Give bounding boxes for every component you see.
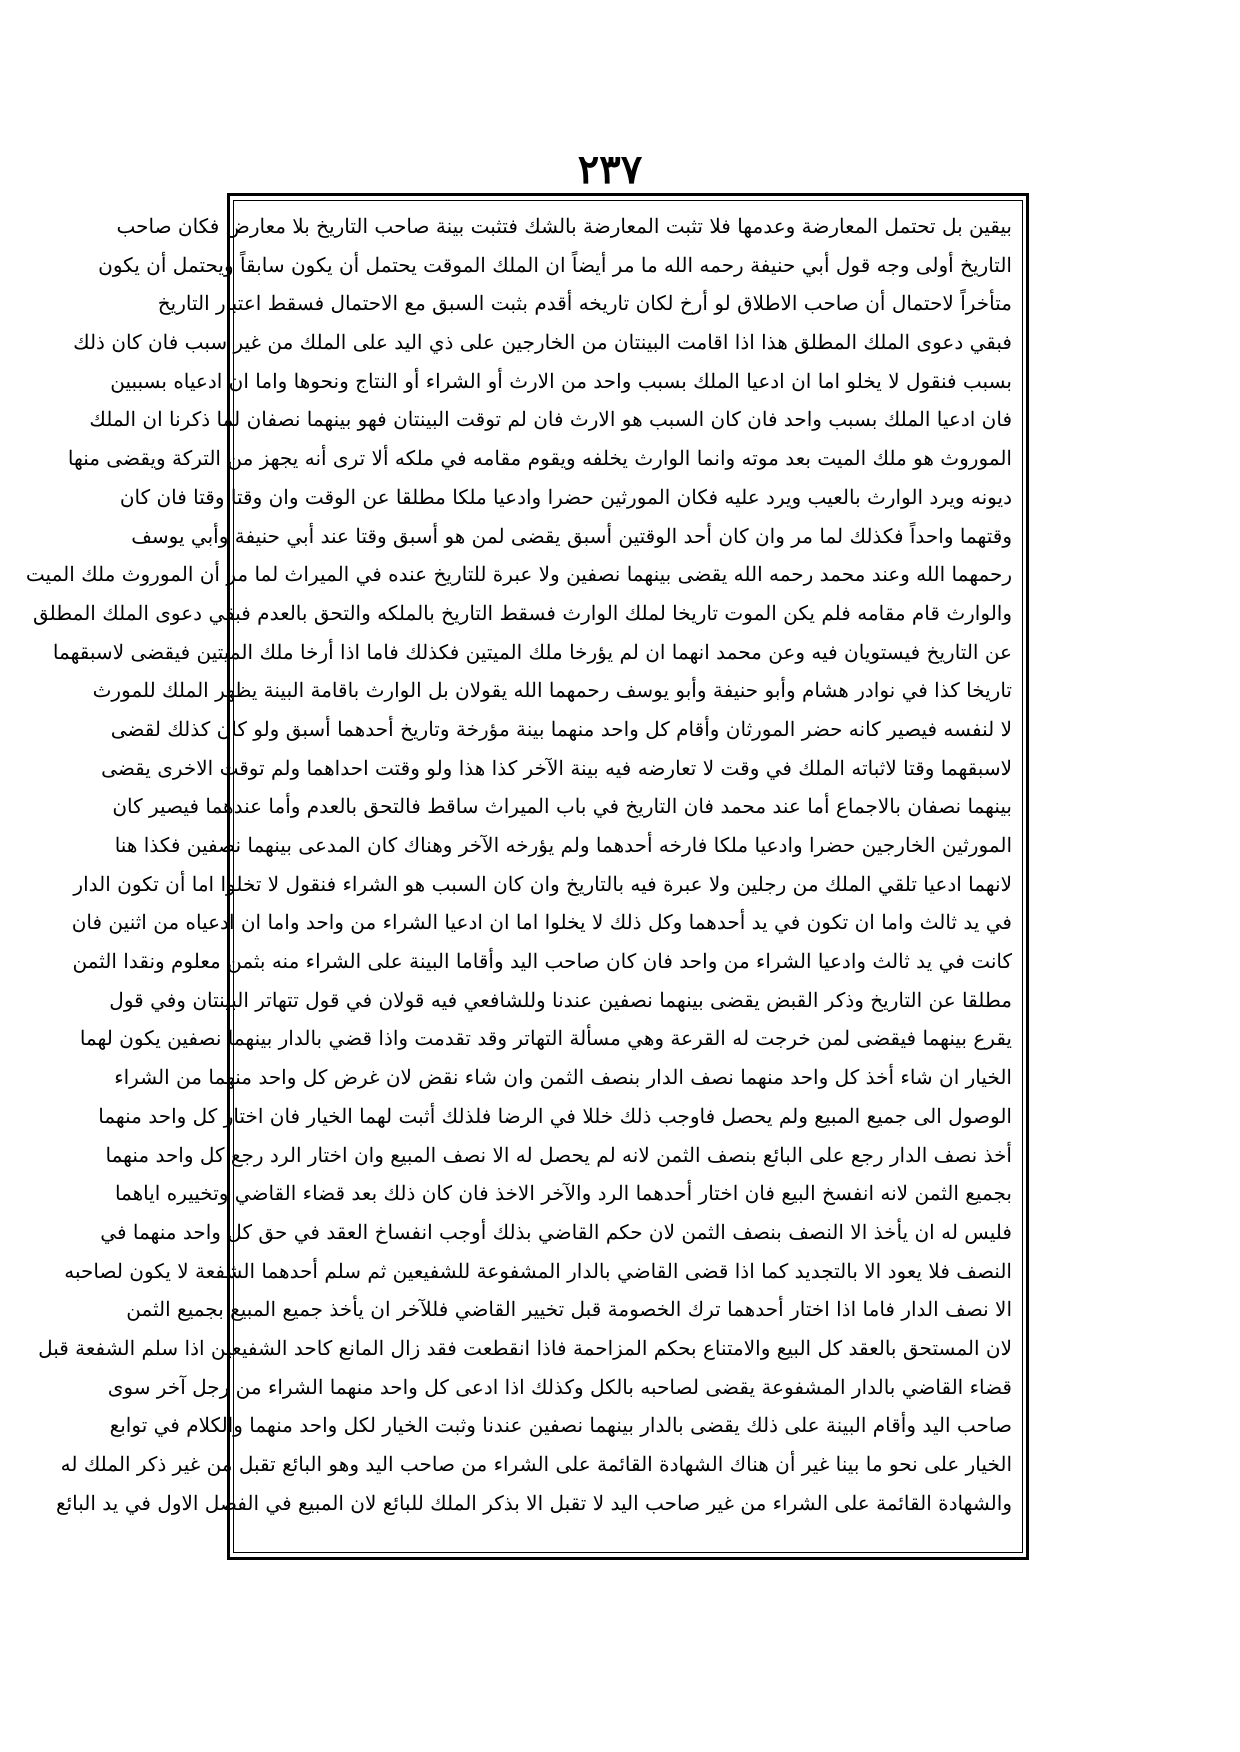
text-line: متأخراً لاحتمال أن صاحب الاطلاق لو أرخ لكان تاريخه أقدم بثبت السبق مع الاحتمال فسقط اعتبار التاريخ — [157, 291, 1012, 316]
text-line: لا لنفسه فيصير كانه حضر المورثان وأقام كل واحد منهما بينة مؤرخة وتاريخ أحدهما أسبق ولو كان كذلك لقضى — [110, 716, 1012, 741]
text-line: بيقين بل تحتمل المعارضة وعدمها فلا تثبت المعارضة بالشك فتثبت بينة صاحب التاريخ بلا معارض فكان صاحب — [116, 214, 1012, 238]
text-line: التاريخ أولى وجه قول أبي حنيفة رحمه الله ما مر أيضاً ان الملك الموقت يحتمل أن يكون سابقاً ويحتمل أن يكون — [98, 252, 1012, 277]
text-line: بسبب فنقول لا يخلو اما ان ادعيا الملك بسبب واحد من الارث أو الشراء أو النتاج ونحوها واما ان ادعياه بسببين — [110, 368, 1012, 393]
text-line: لان المستحق بالعقد كل البيع والامتناع بحكم المزاحمة فاذا انقطعت فقد زال المانع كاحد الشفيعين اذا سلم الشفعة قبل — [38, 1335, 1012, 1360]
text-line: والشهادة القائمة على الشراء من غير صاحب اليد لا تقبل الا بذكر الملك للبائع لان المبيع في الفصل الاول في يد البائع — [55, 1490, 1012, 1515]
text-line: النصف فلا يعود الا بالتجديد كما اذا قضى القاضي بالدار المشفوعة للشفيعين ثم سلم أحدهما الشفعة لا يكون لصاحبه — [64, 1258, 1012, 1283]
text-line: لاسبقهما وقتا لاثباته الملك في وقت لا تعارضه فيه بينة الآخر كذا هذا ولو وقتت احداهما ولم توقت الاخرى يقضى — [101, 755, 1012, 780]
text-line: الوصول الى جميع المبيع ولم يحصل فاوجب ذلك خللا في الرضا فلذلك أثبت لهما الخيار فان اختار كل واحد منهما — [98, 1103, 1012, 1128]
text-line: الا نصف الدار فاما اذا اختار أحدهما ترك الخصومة قبل تخيير القاضي فللآخر ان يأخذ جميع المبيع بجميع الثمن — [126, 1297, 1012, 1322]
text-line: مطلقا عن التاريخ وذكر القبض يقضى بينهما نصفين عندنا وللشافعي فيه قولان في قول تتهاتر البينتان وفي قول — [109, 987, 1012, 1012]
text-line: الموروث هو ملك الميت بعد موته وانما الوارث يخلفه ويقوم مقامه في ملكه ألا ترى أنه يجهز من التركة ويقضى منها — [67, 446, 1012, 471]
text-line: قضاء القاضي بالدار المشفوعة يقضى لصاحبه بالكل وكذلك اذا ادعى كل واحد منهما الشراء من رجل آخر سوى — [107, 1374, 1012, 1399]
text-line: الخيار ان شاء أخذ كل واحد منهما نصف الدار بنصف الثمن وان شاء نقض لان غرض كل واحد منهما من الشراء — [114, 1065, 1012, 1090]
text-line: بينهما نصفان بالاجماع أما عند محمد فان التاريخ في باب الميراث ساقط فالتحق بالعدم وأما عندهما فيصير كان — [112, 794, 1012, 819]
text-line: يقرع بينهما فيقضى لمن خرجت له القرعة وهي مسألة التهاتر وقد تقدمت واذا قضي بالدار بينهما نصفين يكون لهما — [79, 1026, 1012, 1051]
text-line: رحمهما الله وعند محمد رحمه الله يقضى بينهما نصفين ولا عبرة للتاريخ عنده في الميراث لما مر أن الموروث ملك الميت — [25, 562, 1012, 587]
text-line: فان ادعيا الملك بسبب واحد فان كان السبب هو الارث فان لم توقت البينتان فهو بينهما نصفان لما ذكرنا ان الملك — [89, 407, 1012, 432]
text-line: وقتهما واحداً فكذلك لما مر وان كان أحد الوقتين أسبق يقضى لمن هو أسبق وقتا عند أبي حنيفة وأبي يوسف — [131, 523, 1012, 548]
text-line: بجميع الثمن لانه انفسخ البيع فان اختار أحدهما الرد والآخر الاخذ فان كان ذلك بعد قضاء القاضي وتخييره اياهما — [114, 1181, 1012, 1206]
text-body — [25, 207, 1012, 1522]
page-number: ٢٣٧ — [577, 146, 643, 193]
text-line: صاحب اليد وأقام البينة على ذلك يقضى بالدار بينهما نصفين عندنا وثبت الخيار لكل واحد منهما والكلام في توابع — [109, 1413, 1012, 1438]
text-line: الخيار على نحو ما بينا غير أن هناك الشهادة القائمة على الشراء من صاحب اليد وهو البائع تقبل من غير ذكر الملك له — [60, 1452, 1012, 1476]
text-frame — [25, 200, 1023, 1553]
text-line: والوارث قام مقامه فلم يكن الموت تاريخا لملك الوارث فسقط التاريخ بالملكه والتحق بالعدم فبقي دعوى الملك المطلق — [32, 600, 1012, 625]
text-line: فبقي دعوى الملك المطلق هذا اذا اقامت البينتان من الخارجين على ذي اليد على الملك من غير سبب فان كان ذلك — [73, 330, 1012, 355]
text-line: ديونه ويرد الوارث بالعيب ويرد عليه فكان المورثين حضرا وادعيا ملكا مطلقا عن الوقت وان وقتا وقتا فان كان — [119, 484, 1012, 509]
text-line: تاريخا كذا في نوادر هشام وأبو حنيفة وأبو يوسف رحمهما الله يقولان بل الوارث باقامة البينة يظهر الملك للمورث — [92, 678, 1012, 703]
text-line: المورثين الخارجين حضرا وادعيا ملكا فارخه أحدهما ولم يؤرخه الآخر وهناك كان المدعى بينهما نصفين فكذا هنا — [114, 833, 1012, 857]
text-line: أخذ نصف الدار رجع على البائع بنصف الثمن لانه لم يحصل له الا نصف المبيع وان اختار الرد رجع كل واحد منهما — [105, 1142, 1012, 1167]
text-line: فليس له ان يأخذ الا النصف بنصف الثمن لان حكم القاضي بذلك أوجب انفساخ العقد في حق كل واحد منهما في — [100, 1219, 1012, 1244]
text-line: في يد ثالث واما ان تكون في يد أحدهما وكل ذلك لا يخلوا اما ان ادعيا الشراء من واحد واما ان ادعياه من اثنين فان — [71, 910, 1012, 935]
text-line: عن التاريخ فيستويان فيه وعن محمد انهما ان لم يؤرخا ملك الميتين فكذلك فاما اذا أرخا ملك الميتين فيقضى لاسبقهما — [52, 639, 1012, 664]
text-line: لانهما ادعيا تلقي الملك من رجلين ولا عبرة فيه بالتاريخ وان كان السبب هو الشراء فنقول لا تخلوا اما أن تكون الدار — [73, 871, 1012, 896]
text-line: كانت في يد ثالث وادعيا الشراء من واحد فان كان صاحب اليد وأقاما البينة على الشراء منه بثمن معلوم ونقدا الثمن — [72, 949, 1012, 974]
